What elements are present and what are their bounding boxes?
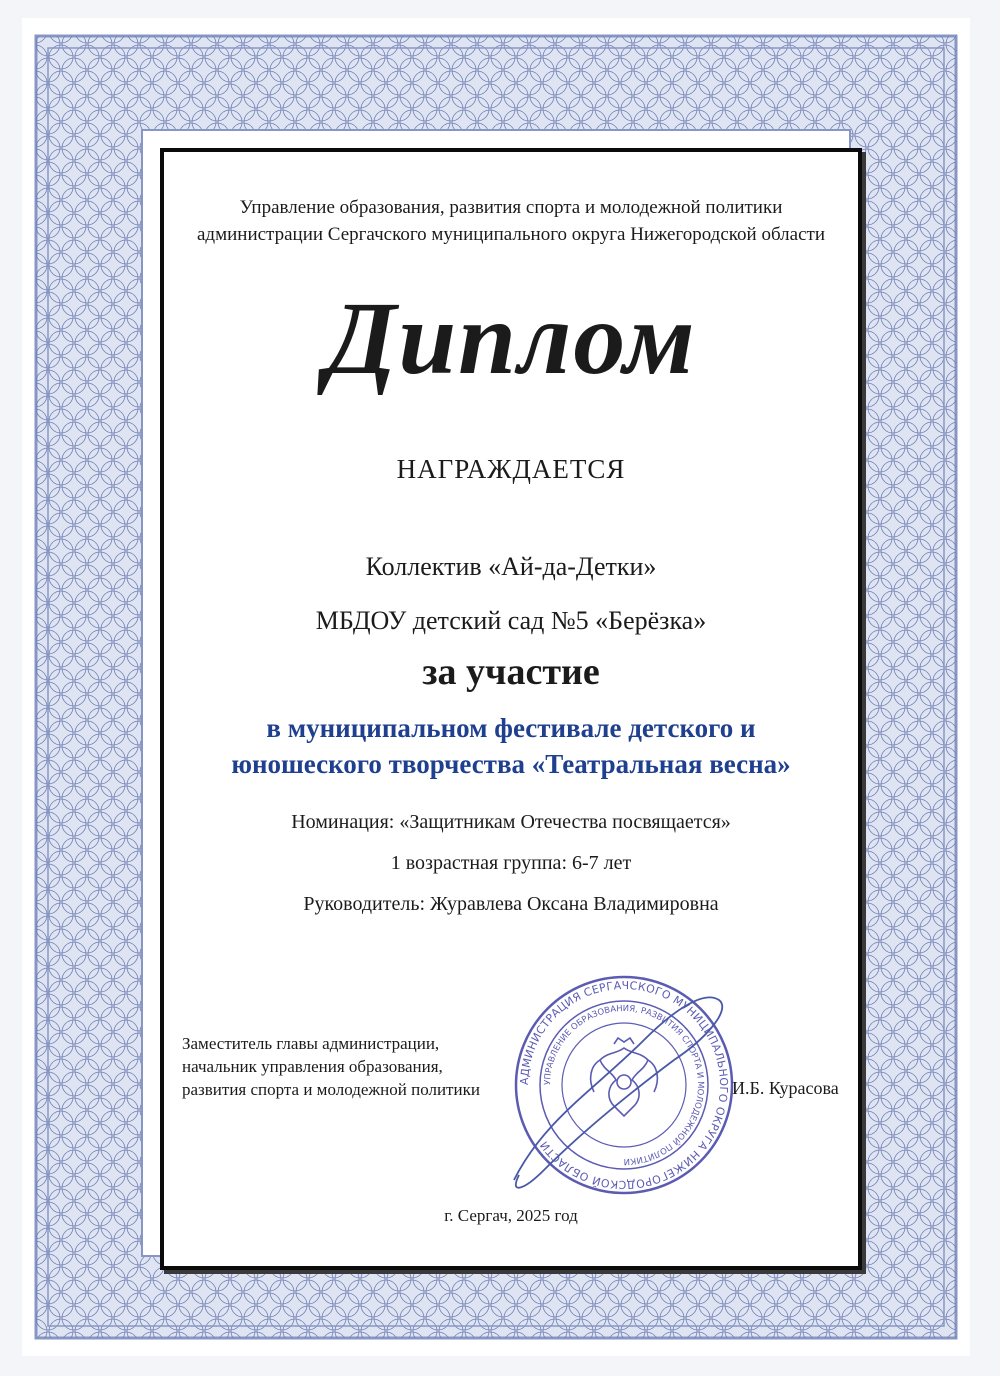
leader: Руководитель: Журавлева Оксана Владимировна — [303, 893, 719, 915]
diploma-sheet — [22, 18, 970, 1356]
signatory-line-1: Заместитель главы администрации, — [182, 1034, 440, 1053]
issuer-line-1: Управление образования, развития спорта и молодежной политики — [239, 197, 783, 218]
official-seal-stamp — [504, 970, 744, 1200]
stamp-inner-text: УПРАВЛЕНИЕ ОБРАЗОВАНИЯ, РАЗВИТИЯ СПОРТА И МОЛОДЕЖНОЙ ПОЛИТИКИ — [542, 1003, 706, 1167]
recipient-collective: Коллектив «Ай-да-Детки» — [365, 552, 657, 581]
issuer-line-2: администрации Сергачского муниципального округа Нижегородской области — [197, 224, 825, 245]
recipient-institution: МБДОУ детский сад №5 «Берёзка» — [315, 606, 707, 635]
award-reason: за участие — [422, 651, 600, 693]
svg-text:УПРАВЛЕНИЕ ОБРАЗОВАНИЯ, РАЗВИТ — [543, 1004, 705, 1166]
festival-name — [164, 710, 858, 782]
eagle-emblem-icon — [591, 1038, 658, 1116]
signatory-line-2: начальник управления образования, — [182, 1057, 443, 1076]
festival-line-1: в муниципальном фестивале детского и — [266, 713, 756, 743]
nomination: Номинация: «Защитникам Отечества посвящается» — [291, 811, 731, 833]
award-details — [164, 802, 858, 925]
diploma-title: Диплом — [325, 281, 697, 396]
recipient-block — [164, 540, 858, 648]
place-and-year: г. Сергач, 2025 год — [444, 1206, 578, 1225]
stamp-outer-text: АДМИНИСТРАЦИЯ СЕРГАЧСКОГО МУНИЦИПАЛЬНОГО ОКРУГА НИЖЕГОРОДСКОЙ ОБЛАСТИ — [517, 978, 731, 1192]
festival-line-2: юношеского творчества «Театральная весна» — [231, 749, 791, 779]
issuer-heading — [164, 194, 858, 248]
signatory-name: И.Б. Курасова — [732, 1078, 839, 1098]
diploma-content-panel — [160, 148, 862, 1270]
signatory-position — [182, 1032, 480, 1101]
signatory-line-3: развития спорта и молодежной политики — [182, 1080, 480, 1099]
age-group: 1 возрастная группа: 6-7 лет — [390, 852, 632, 874]
awarded-label: НАГРАЖДАЕТСЯ — [396, 454, 626, 484]
